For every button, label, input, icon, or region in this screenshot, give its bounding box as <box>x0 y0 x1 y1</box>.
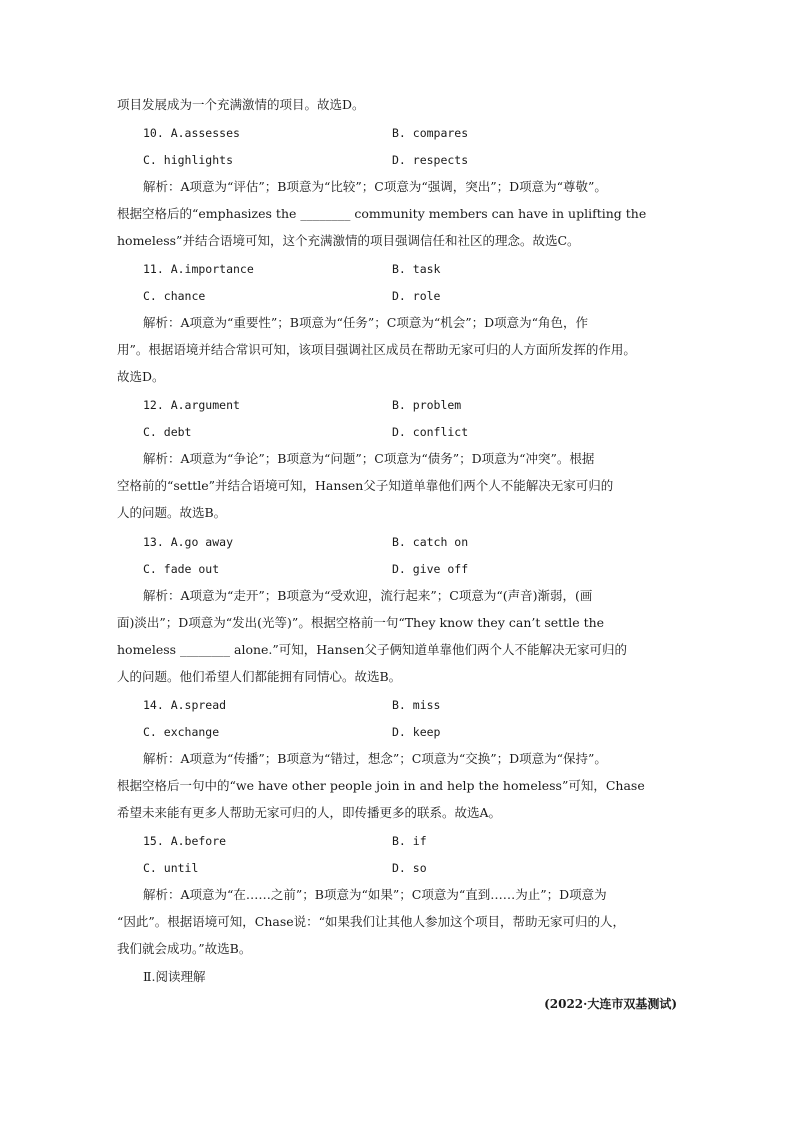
explanation-line: 故选D。 <box>117 369 165 384</box>
option-a: 10. A.assesses <box>143 126 240 140</box>
option-b: B. if <box>392 834 427 848</box>
source-citation: (2022·大连市双基测试) <box>544 997 677 1011</box>
option-b: B. compares <box>392 126 469 140</box>
explanation-line: 用”。根据语境并结合常识可知，该项目强调社区成员在帮助无家可归的人方面所发挥的作用。 <box>117 342 636 357</box>
option-c: C. highlights <box>143 153 234 167</box>
section-heading: Ⅱ.阅读理解 <box>143 969 206 984</box>
option-d: D. role <box>392 289 441 303</box>
explanation-line: 希望未来能有更多人帮助无家可归的人，即传播更多的联系。故选A。 <box>117 805 502 820</box>
explanation-line: 解析：A项意为“重要性”；B项意为“任务”；C项意为“机会”；D项意为“角色，作 <box>143 315 589 330</box>
option-c: C. chance <box>143 289 206 303</box>
option-b: B. problem <box>392 398 462 412</box>
option-d: D. keep <box>392 725 441 739</box>
explanation-line: 我们就会成功。”故选B。 <box>117 941 252 956</box>
option-c: C. fade out <box>143 562 220 576</box>
option-d: D. conflict <box>392 425 469 439</box>
option-c: C. exchange <box>143 725 220 739</box>
option-b: B. catch on <box>392 535 469 549</box>
explanation-line: 解析：A项意为“在……之前”；B项意为“如果”；C项意为“直到……为止”；D项意为 <box>143 887 607 902</box>
option-b: B. task <box>392 262 441 276</box>
option-a: 15. A.before <box>143 834 227 848</box>
option-a: 14. A.spread <box>143 698 227 712</box>
option-c: C. until <box>143 861 199 875</box>
explanation-line: 解析：A项意为“争论”；B项意为“问题”；C项意为“债务”；D项意为“冲突”。根据 <box>143 451 595 466</box>
option-a: 12. A.argument <box>143 398 240 412</box>
option-a: 13. A.go away <box>143 535 234 549</box>
option-d: D. give off <box>392 562 469 576</box>
option-a: 11. A.importance <box>143 262 254 276</box>
option-c: C. debt <box>143 425 192 439</box>
option-d: D. respects <box>392 153 469 167</box>
explanation-line: 解析：A项意为“走开”；B项意为“受欢迎，流行起来”；C项意为“(声音)渐弱，(画 <box>143 588 593 603</box>
explanation-line: homeless”并结合语境可知，这个充满激情的项目强调信任和社区的理念。故选C。 <box>117 233 580 248</box>
explanation-line: 面)淡出”；D项意为“发出(光等)”。根据空格前一句“They know they can’t settle the <box>117 615 605 630</box>
explanation-line: homeless ________ alone.”可知，Hansen父子俩知道单靠他们两个人不能解决无家可归的 <box>117 642 628 657</box>
explanation-line: 解析：A项意为“评估”；B项意为“比较”；C项意为“强调，突出”；D项意为“尊敬”。 <box>143 179 607 194</box>
text-line: 项目发展成为一个充满激情的项目。故选D。 <box>117 97 365 112</box>
explanation-line: 解析：A项意为“传播”；B项意为“错过，想念”；C项意为“交换”；D项意为“保持”。 <box>143 751 607 766</box>
explanation-line: 根据空格后的“emphasizes the ________ community members can have in uplifting the <box>117 206 647 221</box>
explanation-line: 根据空格后一句中的“we have other people join in and help the homeless”可知，Chase <box>117 778 645 793</box>
option-d: D. so <box>392 861 427 875</box>
explanation-line: “因此”。根据语境可知，Chase说：“如果我们让其他人参加这个项目，帮助无家可归的人， <box>117 914 626 929</box>
option-b: B. miss <box>392 698 441 712</box>
explanation-line: 人的问题。故选B。 <box>117 505 227 520</box>
explanation-line: 空格前的“settle”并结合语境可知，Hansen父子知道单靠他们两个人不能解决无家可归的 <box>117 478 614 493</box>
explanation-line: 人的问题。他们希望人们都能拥有同情心。故选B。 <box>117 669 402 684</box>
